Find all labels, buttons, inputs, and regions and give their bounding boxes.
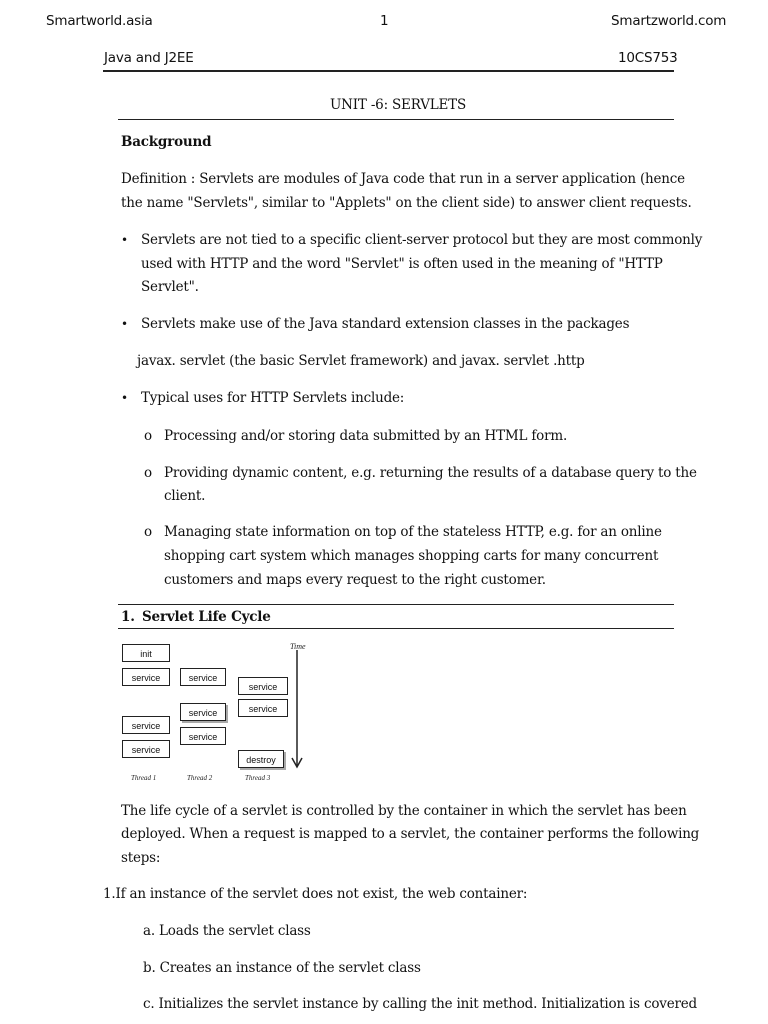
- definition-line-1: Definition : Servlets are modules of Java code that run in a server application (hence: [121, 171, 685, 187]
- sub-bullet-icon: o: [144, 524, 152, 540]
- sub-bullet-2-line-1: Providing dynamic content, e.g. returning the results of a database query to the: [164, 465, 697, 481]
- sub-bullet-icon: o: [144, 465, 152, 481]
- bullet-1-line-3: Servlet".: [141, 279, 199, 295]
- bullet-icon: •: [121, 233, 129, 247]
- bullet-3-line-1: Typical uses for HTTP Servlets include:: [141, 390, 405, 406]
- step-c: c. Initializes the servlet instance by calling the init method. Initialization is covered: [143, 996, 697, 1012]
- unit-rule: [118, 119, 674, 120]
- section-rule-bottom: [118, 628, 674, 629]
- lifecycle-line-1: The life cycle of a servlet is controlled by the container in which the servlet has been: [121, 803, 687, 819]
- bullet-icon: •: [121, 317, 129, 331]
- service-box: service: [238, 699, 288, 717]
- bullet-1-line-1: Servlets are not tied to a specific client-server protocol but they are most commonly: [141, 232, 703, 248]
- lifecycle-line-2: deployed. When a request is mapped to a servlet, the container performs the following: [121, 826, 700, 842]
- service-box: service: [122, 668, 170, 686]
- service-box: service: [180, 727, 226, 745]
- thread-1-label: Thread 1: [131, 774, 157, 782]
- init-box: init: [122, 644, 170, 662]
- bullet-2-line-1: Servlets make use of the Java standard extension classes in the packages: [141, 316, 630, 332]
- service-box: service: [238, 677, 288, 695]
- subject-title: Java and J2EE: [104, 50, 194, 66]
- sub-bullet-1-line-1: Processing and/or storing data submitted by an HTML form.: [164, 428, 568, 444]
- definition-line-2: the name "Servlets", similar to "Applets" on the client side) to answer client requests.: [121, 195, 692, 211]
- bullet-1-line-2: used with HTTP and the word "Servlet" is often used in the meaning of "HTTP: [141, 256, 663, 272]
- background-heading: Background: [121, 134, 212, 150]
- lifecycle-line-3: steps:: [121, 850, 161, 866]
- bullet-icon: •: [121, 391, 129, 405]
- header-rule: [103, 70, 674, 72]
- thread-2-label: Thread 2: [187, 774, 213, 782]
- step-b: b. Creates an instance of the servlet class: [143, 960, 421, 976]
- sub-bullet-icon: o: [144, 428, 152, 444]
- service-box: service: [180, 668, 226, 686]
- destroy-box: destroy: [238, 750, 284, 768]
- header-right-site: Smartzworld.com: [611, 13, 727, 29]
- service-box: service: [122, 740, 170, 758]
- header-left-site: Smartworld.asia: [46, 13, 153, 29]
- sub-bullet-3-line-3: customers and maps every request to the right customer.: [164, 572, 546, 588]
- sub-bullet-3-line-2: shopping cart system which manages shopping carts for many concurrent: [164, 548, 659, 564]
- service-box: service: [180, 703, 226, 721]
- time-arrow-icon: [291, 650, 303, 770]
- page-number: 1: [380, 13, 389, 29]
- unit-title: UNIT -6: SERVLETS: [330, 97, 467, 113]
- service-box: service: [122, 716, 170, 734]
- packages-line: javax. servlet (the basic Servlet framework) and javax. servlet .http: [137, 353, 585, 369]
- step-1: 1.If an instance of the servlet does not exist, the web container:: [103, 886, 528, 902]
- step-a: a. Loads the servlet class: [143, 923, 311, 939]
- section-rule-top: [118, 604, 674, 605]
- sub-bullet-3-line-1: Managing state information on top of the stateless HTTP, e.g. for an online: [164, 524, 662, 540]
- time-label: Time: [290, 642, 306, 651]
- sub-bullet-2-line-2: client.: [164, 488, 206, 504]
- lifecycle-diagram: [115, 636, 315, 786]
- thread-3-label: Thread 3: [245, 774, 271, 782]
- course-code: 10CS753: [618, 50, 678, 66]
- section-number: 1.: [121, 609, 135, 625]
- section-title: Servlet Life Cycle: [142, 609, 271, 625]
